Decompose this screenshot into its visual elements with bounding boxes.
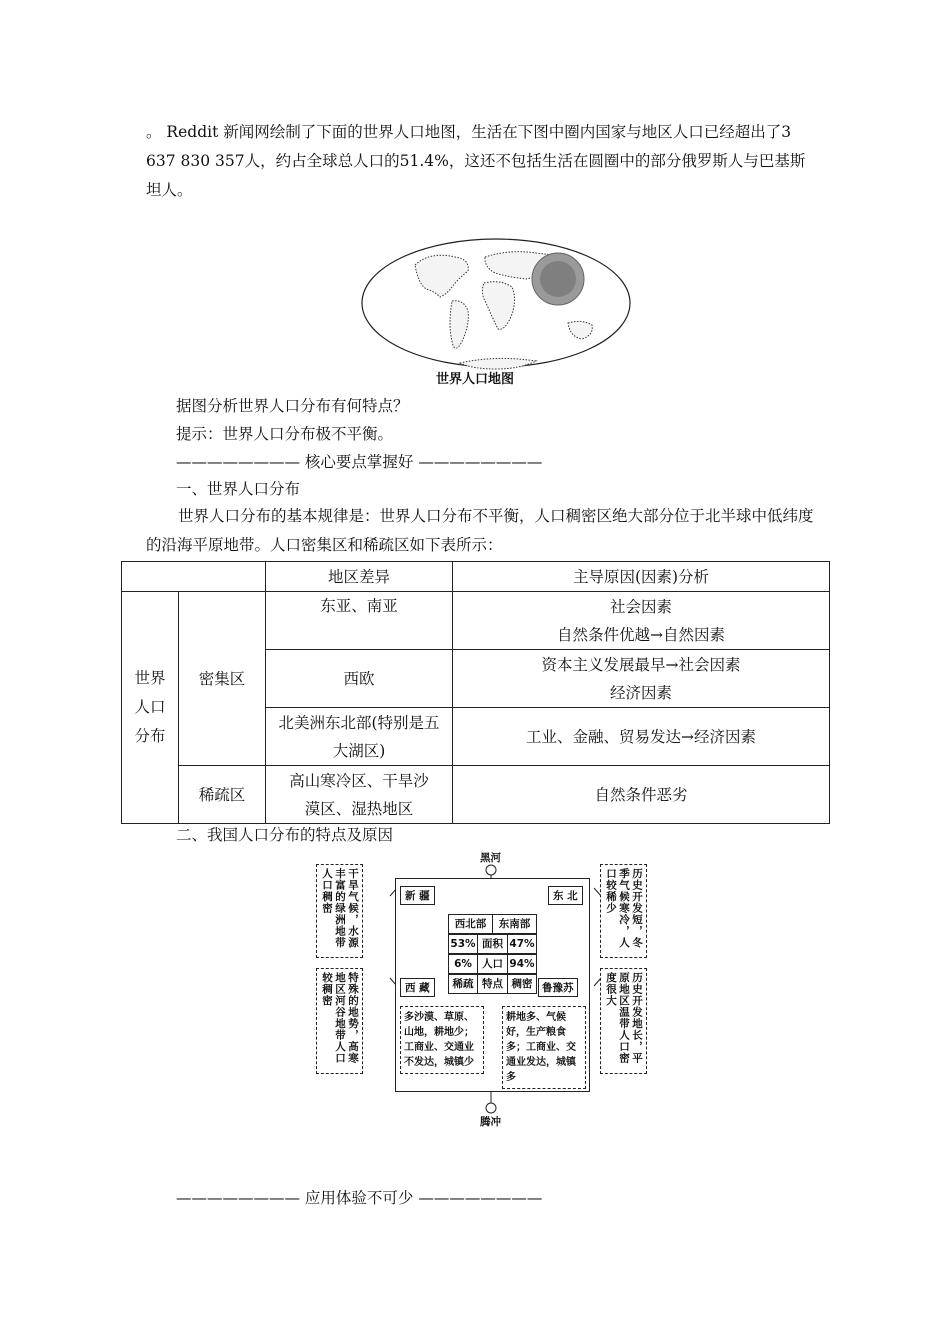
col-southeast: 东南部 [492, 914, 537, 934]
section-divider-practice: ———————— 应用体验不可少 ———————— [176, 1189, 543, 1207]
note-dongbei: 历史开发短，冬季气候寒冷，人口较稀少 [600, 864, 647, 958]
note-xinjiang: 干旱气候，水源丰富的绿洲地带人口稠密 [316, 864, 363, 958]
table-row: 社会因素 自然条件优越→自然因素 [453, 592, 830, 650]
pop-southeast: 94% [507, 954, 537, 974]
table-row: 工业、金融、贸易发达→经济因素 [453, 708, 830, 766]
table-row: 高山寒冷区、干旱沙漠区、湿热地区 [266, 766, 453, 824]
area-label: 面积 [477, 934, 508, 954]
world-population-map [360, 237, 632, 387]
population-table [121, 561, 830, 824]
question: 据图分析世界人口分布有何特点？ [176, 397, 409, 415]
header-region: 地区差异 [266, 562, 453, 592]
heading-china-distribution: 二、我国人口分布的特点及原因 [176, 826, 394, 844]
dense-label: 密集区 [179, 592, 266, 766]
feature-sparse: 稀疏 [448, 974, 478, 994]
world-map-illustration [360, 237, 632, 387]
east-reason: 耕地多、气候好，生产粮食多；工商业、交通业发达，城镇多 [502, 1006, 586, 1089]
label-dongbei: 东 北 [548, 886, 583, 905]
west-reason: 多沙漠、草原、山地，耕地少；工商业、交通业不发达，城镇少 [400, 1006, 484, 1074]
feature-dense: 稠密 [507, 974, 537, 994]
table-row: 东亚、南亚 [266, 592, 453, 650]
label-tengchong: 腾冲 [480, 1116, 501, 1128]
col-northwest: 西北部 [448, 914, 493, 934]
table-row: 北美洲东北部(特别是五大湖区) [266, 708, 453, 766]
table-row: 资本主义发展最早→社会因素 经济因素 [453, 650, 830, 708]
label-heihe: 黑河 [480, 852, 501, 864]
feature-label: 特点 [477, 974, 508, 994]
pop-label: 人口 [477, 954, 508, 974]
table-corner [122, 562, 266, 592]
note-luyusu: 历史开发地长，平原地区温带人口密度很大 [600, 968, 647, 1074]
section-divider-core: ———————— 核心要点掌握好 ———————— [176, 453, 543, 471]
header-reason: 主导原因(因素)分析 [453, 562, 830, 592]
china-population-diagram [312, 850, 672, 1132]
table-row: 西欧 [266, 650, 453, 708]
row-group-label: 世界人口分布 [122, 592, 179, 824]
intro-paragraph: 。 Reddit 新闻网绘制了下面的世界人口地图，生活在下图中圈内国家与地区人口已经超出了3 637 830 357人，约占全球总人口的51.4%，这还不包括生活在圆圈中的部分俄罗斯人与巴基斯坦人。 [146, 123, 806, 199]
note-xizang: 特殊的地势，高寒地区河谷地带人口较稠密 [316, 968, 363, 1074]
sparse-label: 稀疏区 [179, 766, 266, 824]
distribution-paragraph: 世界人口分布的基本规律是：世界人口分布不平衡，人口稠密区绝大部分位于北半球中低纬度的沿海平原地带。人口密集区和稀疏区如下表所示： [146, 507, 814, 554]
area-southeast: 47% [507, 934, 537, 954]
hint: 提示：世界人口分布极不平衡。 [176, 425, 394, 443]
map-caption: 世界人口地图 [435, 372, 514, 387]
pop-northwest: 6% [448, 954, 478, 974]
label-luyusu: 鲁豫苏 [538, 978, 578, 997]
comparison-grid [448, 914, 536, 994]
area-northwest: 53% [448, 934, 478, 954]
label-xinjiang: 新 疆 [400, 886, 435, 905]
heading-world-distribution: 一、世界人口分布 [176, 480, 301, 498]
label-xizang: 西 藏 [400, 978, 435, 997]
table-row: 自然条件恶劣 [453, 766, 830, 824]
